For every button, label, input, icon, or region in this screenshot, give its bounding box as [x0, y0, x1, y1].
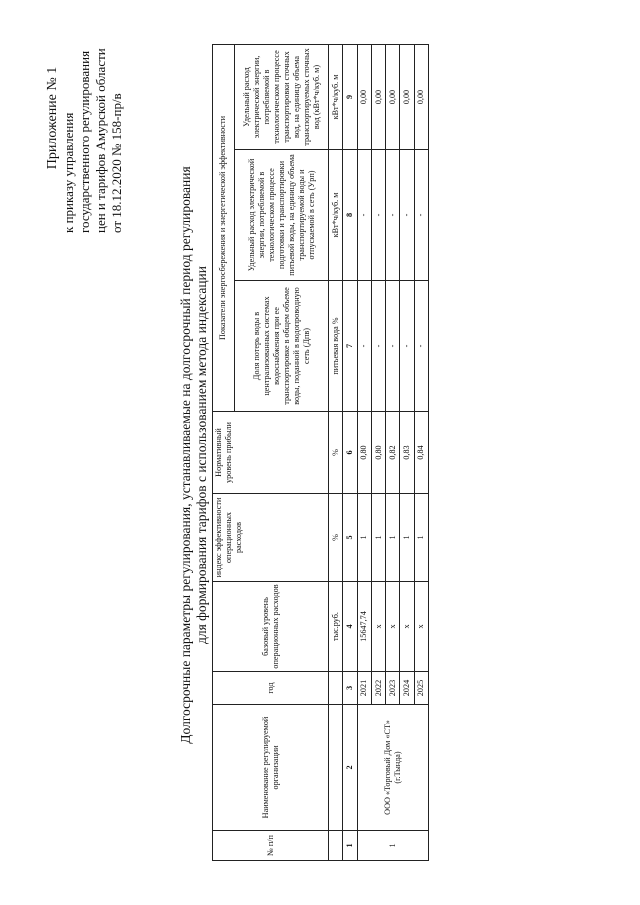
header-profit-level: Нормативный уровень прибыли	[213, 412, 329, 494]
cell-efficiency-index: 1	[414, 494, 428, 582]
cell-energy-water: -	[371, 150, 385, 281]
cell-energy-sewage: 0,00	[357, 45, 371, 150]
document-title	[178, 25, 210, 885]
cell-efficiency-index: 1	[386, 494, 400, 582]
column-numbers-row	[343, 45, 357, 861]
units-row	[329, 45, 343, 861]
org-index: 1	[357, 831, 428, 861]
cell-energy-water: -	[386, 150, 400, 281]
column-number: 6	[343, 412, 357, 494]
cell-year: 2023	[386, 672, 400, 705]
column-number: 3	[343, 672, 357, 705]
cell-year: 2024	[400, 672, 414, 705]
column-number: 9	[343, 45, 357, 150]
cell-profit-level: 0,80	[371, 412, 385, 494]
approval-block	[45, 3, 125, 233]
unit-cell: кВт*ч/куб. м	[329, 150, 343, 281]
header-energy-water: Удельный расход электрической энергии, потребляемой в технологическом процессе подготовки и транспортировки питьевой воды, на единицу объема транспортируемой воды и отпускаемой в сеть (Уpп)	[234, 150, 328, 281]
header-water-loss: Доля потерь воды в централизованных системах водоснабжения при ее транспортировке в общем объеме воды, поданной в водопроводную сеть (Дпв)	[234, 281, 328, 412]
cell-profit-level: 0,84	[414, 412, 428, 494]
cell-profit-level: 0,83	[400, 412, 414, 494]
cell-base-opex: 15647,74	[357, 582, 371, 672]
header-year: год	[213, 672, 329, 705]
cell-water-loss: -	[357, 281, 371, 412]
cell-year: 2021	[357, 672, 371, 705]
approval-line: цен и тарифов Амурской области	[93, 48, 108, 233]
approval-line: от 18.12.2020 № 158-пр/в	[109, 93, 124, 233]
cell-efficiency-index: 1	[400, 494, 414, 582]
column-number: 4	[343, 582, 357, 672]
cell-energy-sewage: 0,00	[414, 45, 428, 150]
unit-cell: %	[329, 494, 343, 582]
approval-line: к приказу управления	[61, 112, 76, 233]
cell-year: 2025	[414, 672, 428, 705]
cell-base-opex: x	[386, 582, 400, 672]
header-number: № п/п	[213, 831, 329, 861]
title-line-2: для формирования тарифов с использованием метода индексации	[194, 265, 209, 645]
unit-cell: кВт*ч/куб. м	[329, 45, 343, 150]
cell-profit-level: 0,82	[386, 412, 400, 494]
unit-cell	[329, 705, 343, 831]
cell-energy-water: -	[357, 150, 371, 281]
cell-water-loss: -	[400, 281, 414, 412]
unit-cell	[329, 831, 343, 861]
cell-base-opex: x	[400, 582, 414, 672]
cell-efficiency-index: 1	[371, 494, 385, 582]
cell-base-opex: x	[371, 582, 385, 672]
column-number: 2	[343, 705, 357, 831]
unit-cell: тыс.руб.	[329, 582, 343, 672]
header-efficiency-index: индекс эффективности операционных расходов	[213, 494, 329, 582]
cell-water-loss: -	[371, 281, 385, 412]
approval-line: Приложение № 1	[45, 66, 60, 170]
cell-energy-sewage: 0,00	[400, 45, 414, 150]
header-org-name: Наименование регулируемой организации	[213, 705, 329, 831]
cell-energy-water: -	[414, 150, 428, 281]
unit-cell: питьевая вода %	[329, 281, 343, 412]
header-energy-group: Показатели энергосбережения и энергетической эффективности	[213, 45, 235, 412]
title-line-1: Долгосрочные параметры регулирования, устанавливаемые на долгосрочный период регулирования	[178, 166, 193, 744]
cell-year: 2022	[371, 672, 385, 705]
cell-energy-sewage: 0,00	[386, 45, 400, 150]
header-row-group	[213, 45, 235, 861]
unit-cell	[329, 672, 343, 705]
column-number: 1	[343, 831, 357, 861]
cell-energy-water: -	[400, 150, 414, 281]
table-row	[357, 45, 371, 861]
column-number: 7	[343, 281, 357, 412]
column-number: 8	[343, 150, 357, 281]
cell-efficiency-index: 1	[357, 494, 371, 582]
unit-cell: %	[329, 412, 343, 494]
parameters-table	[212, 44, 429, 861]
header-base-opex: базовый уровень операционных расходов	[213, 582, 329, 672]
cell-energy-sewage: 0,00	[371, 45, 385, 150]
cell-water-loss: -	[386, 281, 400, 412]
cell-water-loss: -	[414, 281, 428, 412]
header-energy-sewage: Удельный расход электрической энергии, потребляемой в технологическом процессе транспортировки сточных вод, на единицу объема транспортируемых сточных вод (кВт*ч/куб. м)	[234, 45, 328, 150]
org-name: ООО «Торговый Дом «СТ» (г.Тында)	[357, 705, 428, 831]
cell-profit-level: 0,80	[357, 412, 371, 494]
column-number: 5	[343, 494, 357, 582]
cell-base-opex: x	[414, 582, 428, 672]
approval-line: государственного регулирования	[77, 50, 92, 233]
